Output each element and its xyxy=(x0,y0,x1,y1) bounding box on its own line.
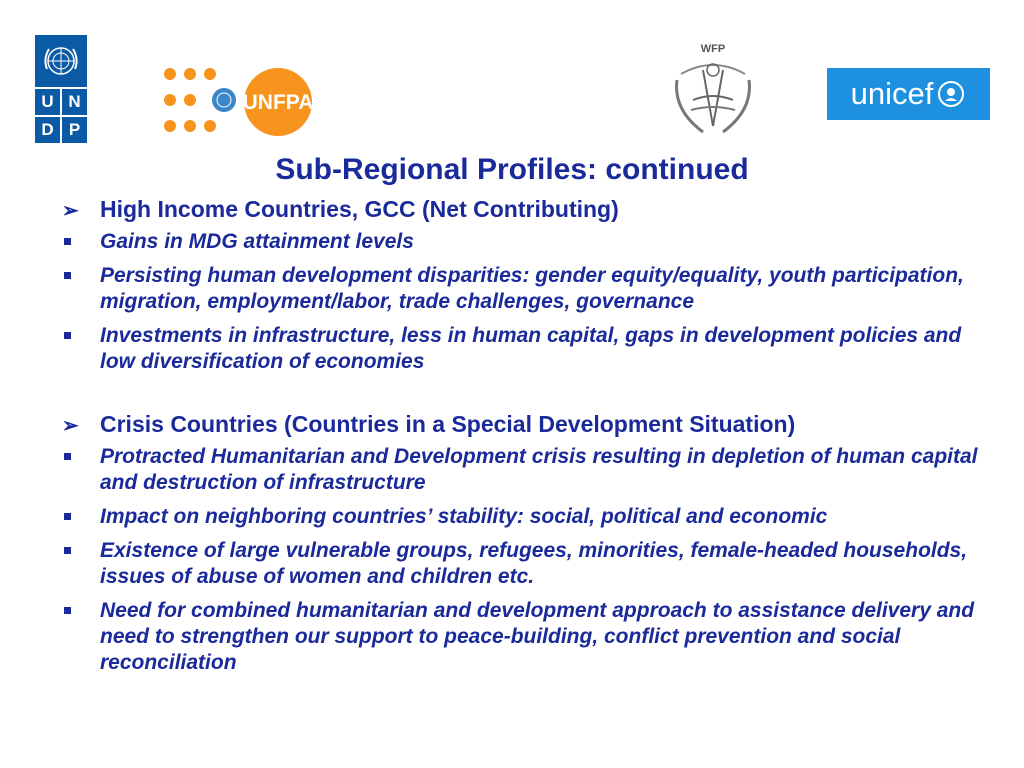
list-item-text: Gains in MDG attainment levels xyxy=(100,230,414,253)
wfp-logo xyxy=(663,40,763,140)
slide-title: Sub-Regional Profiles: continued xyxy=(275,153,749,186)
list-item-text: Protracted Humanitarian and Development crisis resulting in depletion of human capital and destruction of infrastructure xyxy=(100,445,978,494)
unicef-emblem-icon xyxy=(936,79,966,109)
list-item-text: Impact on neighboring countries’ stability: social, political and economic xyxy=(100,505,828,528)
undp-letter-u: U xyxy=(35,89,60,115)
list-item xyxy=(62,444,1002,496)
square-bullet-icon xyxy=(62,323,100,339)
section-heading-text: Crisis Countries (Countries in a Special Development Situation) xyxy=(100,411,796,437)
undp-letter-p: P xyxy=(62,117,87,143)
arrow-bullet-icon: ➢ xyxy=(62,200,79,222)
list-item xyxy=(62,229,1002,255)
list-item-text: Persisting human development disparities: gender equity/equality, youth participation, migration, employment/labor, trade challenges, governance xyxy=(100,264,964,313)
list-item-text: Investments in infrastructure, less in human capital, gaps in development policies and low diversification of economies xyxy=(100,324,962,373)
list-item-text: Existence of large vulnerable groups, refugees, minorities, female-headed households, issues of abuse of women and children etc. xyxy=(100,539,968,588)
arrow-bullet-icon: ➢ xyxy=(62,415,79,437)
list-item xyxy=(62,504,1002,530)
svg-text:WFP: WFP xyxy=(700,43,726,55)
list-item-text: Need for combined humanitarian and development approach to assistance delivery and need to strengthen our support to peace-building, conflict prevention and social reconciliation xyxy=(100,599,975,674)
square-bullet-icon xyxy=(62,263,100,279)
square-bullet-icon xyxy=(62,538,100,554)
undp-letter-d: D xyxy=(35,117,60,143)
square-bullet-icon xyxy=(62,444,100,460)
unicef-wordmark: unicef xyxy=(850,76,934,111)
square-bullet-icon xyxy=(62,504,100,520)
undp-logo xyxy=(35,35,87,143)
slide-content xyxy=(62,196,1002,684)
list-item xyxy=(62,263,1002,315)
section-heading-text: High Income Countries, GCC (Net Contributing) xyxy=(100,196,619,222)
undp-letter-n: N xyxy=(62,89,87,115)
unfpa-logo xyxy=(160,66,320,138)
list-item xyxy=(62,323,1002,375)
section-heading xyxy=(62,196,1002,223)
svg-text:UNFPA: UNFPA xyxy=(242,91,314,114)
square-bullet-icon xyxy=(62,598,100,614)
un-emblem-icon xyxy=(35,35,87,87)
square-bullet-icon xyxy=(62,229,100,245)
section-heading xyxy=(62,411,1002,438)
list-item xyxy=(62,598,1002,676)
unicef-logo xyxy=(827,68,990,120)
list-item xyxy=(62,538,1002,590)
